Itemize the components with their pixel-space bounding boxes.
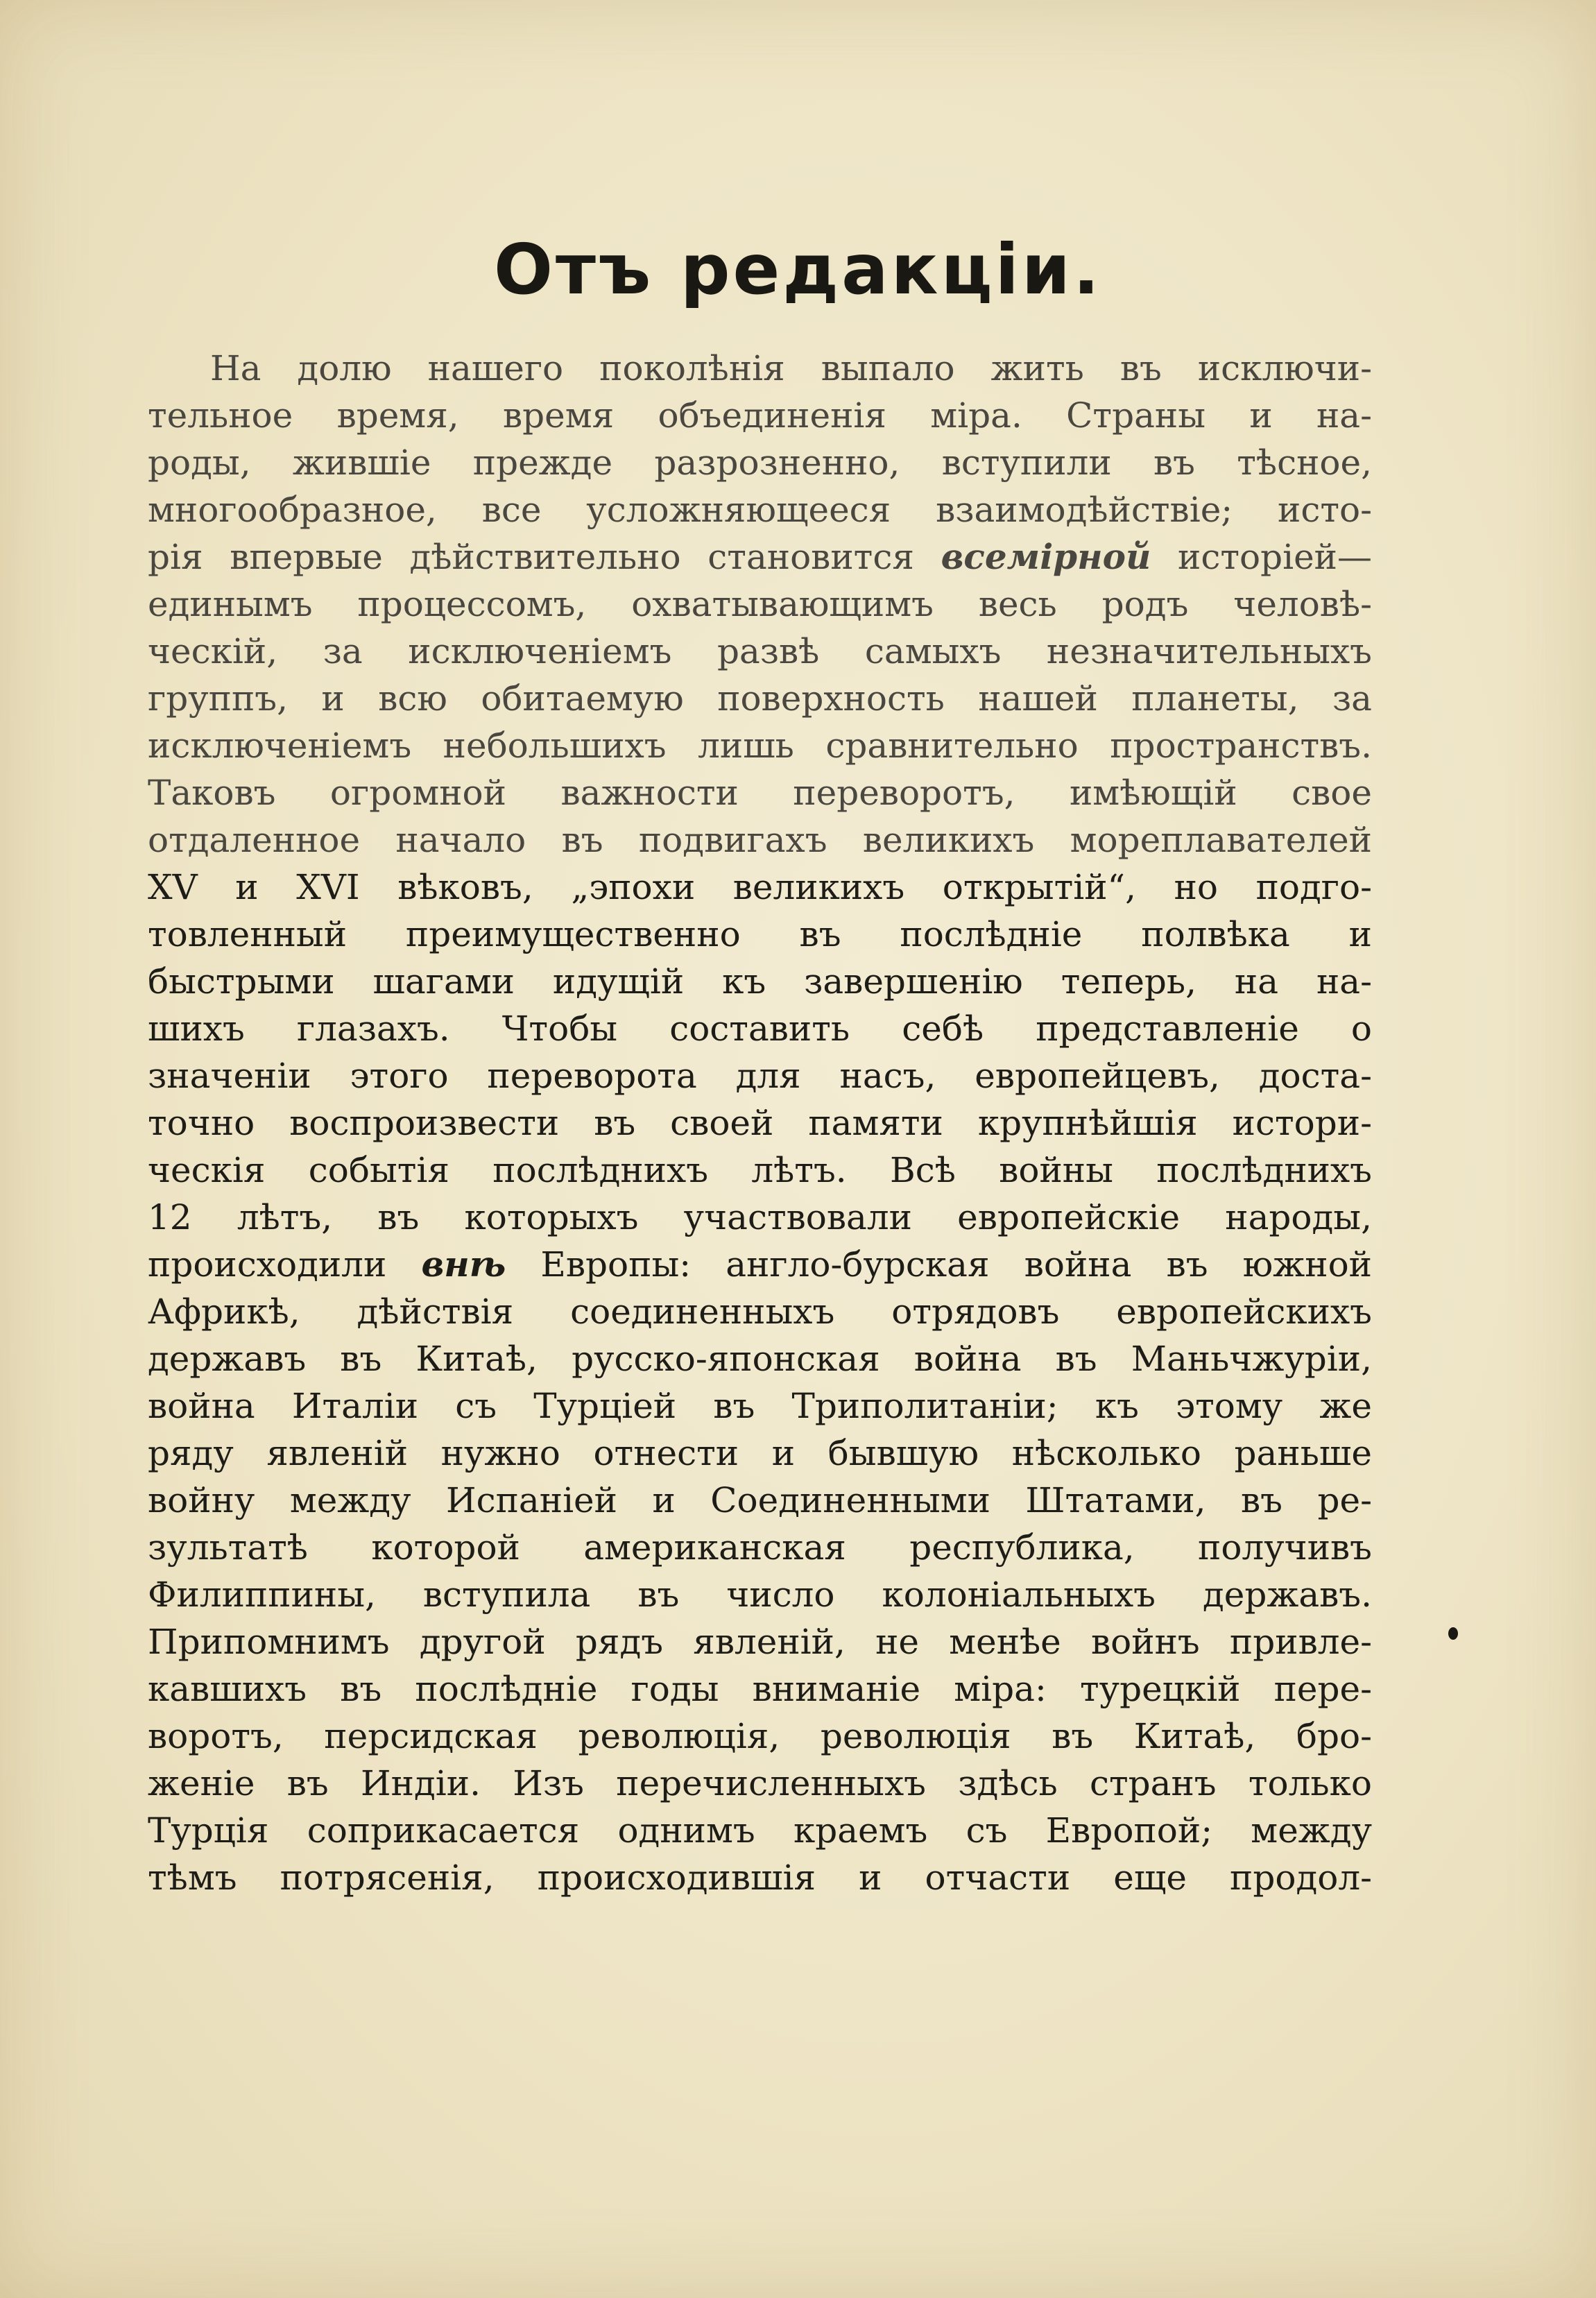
text-line: Припомнимъ другой рядъ явленій, не менѣе войнъ привле- — [148, 1622, 1372, 1662]
text-line: зультатѣ которой американская республика, получивъ — [148, 1527, 1372, 1568]
text-line: война Италіи съ Турціей въ Триполитаніи; къ этому же — [148, 1386, 1372, 1426]
ink-dot-mark — [1448, 1627, 1458, 1640]
text-line: ческія событія послѣднихъ лѣтъ. Всѣ войны послѣднихъ — [148, 1150, 1372, 1190]
emphasized-word: всемірной — [941, 536, 1151, 577]
text-line: товленный преимущественно въ послѣдніе полвѣка и — [148, 914, 1372, 954]
text-line: 12 лѣтъ, въ которыхъ участвовали европейскіе народы, — [148, 1197, 1372, 1237]
text-line: роды, жившіе прежде разрозненно, вступили въ тѣсное, — [148, 443, 1372, 483]
text-line: значеніи этого переворота для насъ, европейцевъ, доста- — [148, 1056, 1372, 1096]
text-line: шихъ глазахъ. Чтобы составить себѣ представленіе о — [148, 1009, 1372, 1049]
text-line: исключеніемъ небольшихъ лишь сравнительно пространствъ. — [148, 726, 1372, 766]
body-paragraph — [148, 345, 1372, 1901]
text-line: XV и XVI вѣковъ, „эпохи великихъ открытій“, но подго- — [148, 867, 1372, 907]
text-line: точно воспроизвести въ своей памяти крупнѣйшія истори- — [148, 1103, 1372, 1143]
text-line: единымъ процессомъ, охватывающимъ весь родъ человѣ- — [148, 584, 1372, 624]
text-line: войну между Испаніей и Соединенными Штатами, въ ре- — [148, 1480, 1372, 1520]
text-line: многообразное, все усложняющееся взаимодѣйствіе; исто- — [148, 490, 1372, 530]
text-line — [148, 1241, 1372, 1288]
text-line: ряду явленій нужно отнести и бывшую нѣсколько раньше — [148, 1433, 1372, 1473]
text-line: тельное время, время объединенія міра. Страны и на- — [148, 395, 1372, 436]
text-line: Таковъ огромной важности переворотъ, имѣющій свое — [148, 773, 1372, 813]
text-line: кавшихъ въ послѣдніе годы вниманіе міра: турецкій пере- — [148, 1669, 1372, 1709]
text-line: группъ, и всю обитаемую поверхность нашей планеты, за — [148, 678, 1372, 719]
text-segment: рія впервые дѣйствительно становится — [148, 537, 941, 577]
emphasized-word: внѣ — [421, 1244, 506, 1285]
text-line: Филиппины, вступила въ число колоніальныхъ державъ. — [148, 1575, 1372, 1615]
page-title: Отъ редакціи. — [494, 229, 1102, 310]
text-line: державъ въ Китаѣ, русско-японская война въ Маньчжуріи, — [148, 1339, 1372, 1379]
text-line: быстрыми шагами идущій къ завершенію теперь, на на- — [148, 961, 1372, 1002]
text-segment: Европы: англо-бурская война въ южной — [506, 1244, 1372, 1285]
text-line: На долю нашего поколѣнія выпало жить въ исключи- — [210, 348, 1372, 388]
text-line: тѣмъ потрясенія, происходившія и отчасти еще продол- — [148, 1858, 1372, 1898]
text-line: воротъ, персидская революція, революція въ Китаѣ, бро- — [148, 1716, 1372, 1756]
text-segment: происходили — [148, 1244, 422, 1285]
text-segment: исторіей— — [1151, 537, 1372, 577]
text-line: Турція соприкасается однимъ краемъ съ Европой; между — [148, 1810, 1372, 1851]
text-line: Африкѣ, дѣйствія соединенныхъ отрядовъ европейскихъ — [148, 1292, 1372, 1332]
text-line: женіе въ Индіи. Изъ перечисленныхъ здѣсь странъ только — [148, 1763, 1372, 1803]
text-line: отдаленное начало въ подвигахъ великихъ мореплавателей — [148, 820, 1372, 860]
text-line: ческій, за исключеніемъ развѣ самыхъ незначительныхъ — [148, 631, 1372, 671]
text-line — [148, 533, 1372, 581]
